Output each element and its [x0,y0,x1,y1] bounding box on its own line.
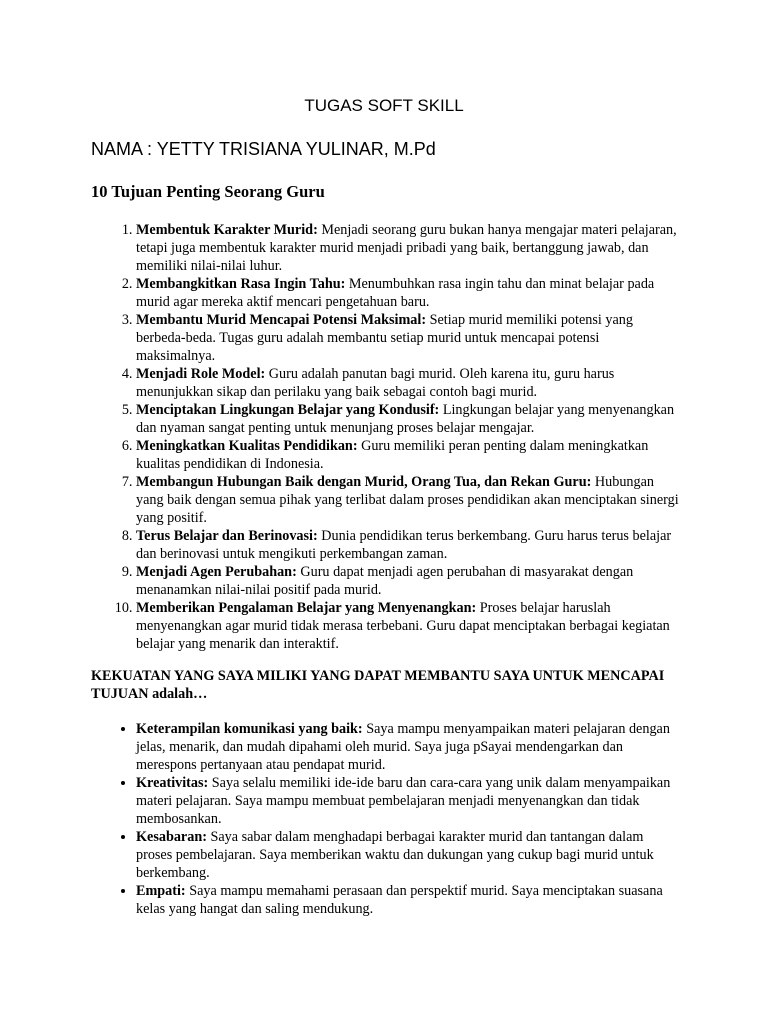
goal-text: Hubungan yang baik dengan semua pihak yang terlibat dalam proses pendidikan akan menciptakan sinergi yang positif. [136,474,679,526]
goal-term: Terus Belajar dan Berinovasi: [136,528,318,544]
goal-term: Meningkatkan Kualitas Pendidikan: [136,438,358,454]
goal-text: Setiap murid memiliki potensi yang berbeda-beda. Tugas guru adalah membantu setiap murid untuk mencapai potensi maksimalnya. [136,312,633,364]
name-line: NAMA : YETTY TRISIANA YULINAR, M.Pd [91,139,436,159]
goal-term: Menjadi Agen Perubahan: [136,564,297,580]
goal-text: Lingkungan belajar yang menyenangkan dan nyaman sangat penting untuk menunjang proses belajar mengajar. [136,402,675,436]
list-item [136,774,681,828]
goal-term: Membangkitkan Rasa Ingin Tahu: [136,276,346,292]
list-item [136,473,681,527]
strength-text: Saya sabar dalam menghadapi berbagai karakter murid dan tantangan dalam proses pembelajaran. Saya memberikan waktu dan dukungan yang cukup bagi murid untuk berkembang. [136,829,654,881]
goal-text: Menumbuhkan rasa ingin tahu dan minat belajar pada murid agar mereka aktif mencari pengetahuan baru. [136,276,655,310]
goal-text: Guru memiliki peran penting dalam meningkatkan kualitas pendidikan di Indonesia. [136,438,649,472]
strength-term: Keterampilan komunikasi yang baik: [136,721,363,737]
list-item [136,221,681,275]
goal-term: Membantu Murid Mencapai Potensi Maksimal: [136,312,427,328]
goals-list [91,221,681,653]
strength-term: Kesabaran: [136,829,207,845]
list-item [136,563,681,599]
goals-heading: 10 Tujuan Penting Seorang Guru [91,182,325,201]
strength-term: Kreativitas: [136,775,209,791]
list-item [136,527,681,563]
list-item [136,275,681,311]
strength-term: Empati: [136,883,186,899]
list-item [136,720,681,774]
goal-term: Membangun Hubungan Baik dengan Murid, Orang Tua, dan Rekan Guru: [136,474,592,490]
list-item [136,311,681,365]
goal-term: Menjadi Role Model: [136,366,266,382]
document-title: TUGAS SOFT SKILL [304,96,464,115]
goal-term: Membentuk Karakter Murid: [136,222,318,238]
strength-text: Saya mampu menyampaikan materi pelajaran dengan jelas, menarik, dan mudah dipahami oleh murid. Saya juga pSayai mendengarkan dan merespons pertanyaan atau pendapat murid. [136,721,670,773]
goal-text: Proses belajar haruslah menyenangkan agar murid tidak merasa terbebani. Guru dapat menciptakan berbagai kegiatan belajar yang menarik dan interaktif. [136,600,670,652]
list-item [136,599,681,653]
list-item [136,437,681,473]
goal-text: Guru adalah panutan bagi murid. Oleh karena itu, guru harus menunjukkan sikap dan perilaku yang baik sebagai contoh bagi murid. [136,366,615,400]
list-item [136,401,681,437]
goal-term: Memberikan Pengalaman Belajar yang Menyenangkan: [136,600,477,616]
strength-text: Saya mampu memahami perasaan dan perspektif murid. Saya menciptakan suasana kelas yang hangat dan saling mendukung. [136,883,663,917]
strengths-heading: KEKUATAN YANG SAYA MILIKI YANG DAPAT MEMBANTU SAYA UNTUK MENCAPAI TUJUAN adalah… [91,668,665,702]
goal-term: Menciptakan Lingkungan Belajar yang Kondusif: [136,402,440,418]
strengths-list [91,720,681,918]
strength-text: Saya selalu memiliki ide-ide baru dan cara-cara yang unik dalam menyampaikan materi pelajaran. Saya mampu membuat pembelajaran menjadi menyenangkan dan tidak membosankan. [136,775,671,827]
list-item [136,828,681,882]
goal-text: Guru dapat menjadi agen perubahan di masyarakat dengan menanamkan nilai-nilai positif pada murid. [136,564,634,598]
list-item [136,882,681,918]
goal-text: Menjadi seorang guru bukan hanya mengajar materi pelajaran, tetapi juga membentuk karakter murid menjadi pribadi yang baik, bertanggung jawab, dan memiliki nilai-nilai luhur. [136,222,677,274]
goal-text: Dunia pendidikan terus berkembang. Guru harus terus belajar dan berinovasi untuk mengikuti perkembangan zaman. [136,528,672,562]
list-item [136,365,681,401]
